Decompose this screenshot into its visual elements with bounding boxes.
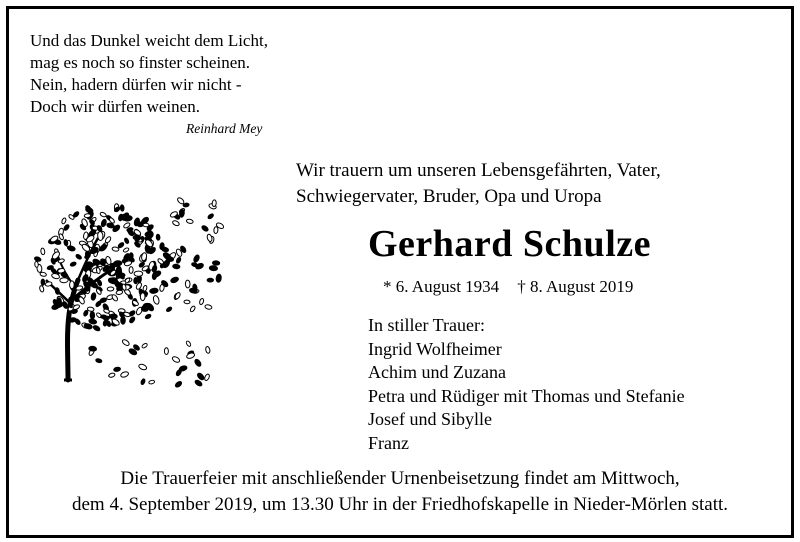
mourner-name: Achim und Zuzana [368, 362, 506, 382]
tree-icon [28, 180, 228, 390]
intro-text [296, 158, 661, 210]
intro-line: Schwiegervater, Bruder, Opa und Uropa [296, 186, 602, 207]
mourner-name: Franz [368, 432, 409, 453]
funeral-service-info [0, 466, 800, 517]
mourner-name: Ingrid Wolfheimer [368, 338, 502, 359]
poem-line: mag es noch so finster scheinen. [30, 53, 250, 72]
service-line: dem 4. September 2019, um 13.30 Uhr in der Friedhofskapelle in Nieder-Mörlen statt. [71, 493, 729, 515]
life-dates [383, 277, 633, 297]
poem-author: Reinhard Mey [186, 121, 263, 136]
poem-line: Und das Dunkel weicht dem Licht, [30, 31, 268, 50]
poem-line: Nein, hadern dürfen wir nicht - [30, 75, 242, 94]
birth-date: * 6. August 1934 [383, 277, 500, 296]
deceased-name: Gerhard Schulze [368, 223, 651, 265]
poem-line: Doch wir dürfen weinen. [30, 97, 200, 116]
intro-line: Wir trauern um unseren Lebensgefährten, Vater, [296, 160, 661, 181]
mourner-name: Petra und Rüdiger mit Thomas und Stefanie [368, 385, 685, 406]
death-date: † 8. August 2019 [517, 277, 634, 296]
poem [30, 30, 268, 118]
mourners-list [368, 314, 685, 455]
mourner-name: Josef und Sibylle [368, 409, 492, 429]
service-line: Die Trauerfeier mit anschließender Urnenbeisetzung findet am Mittwoch, [120, 468, 680, 489]
mourners-heading: In stiller Trauer: [368, 315, 485, 335]
